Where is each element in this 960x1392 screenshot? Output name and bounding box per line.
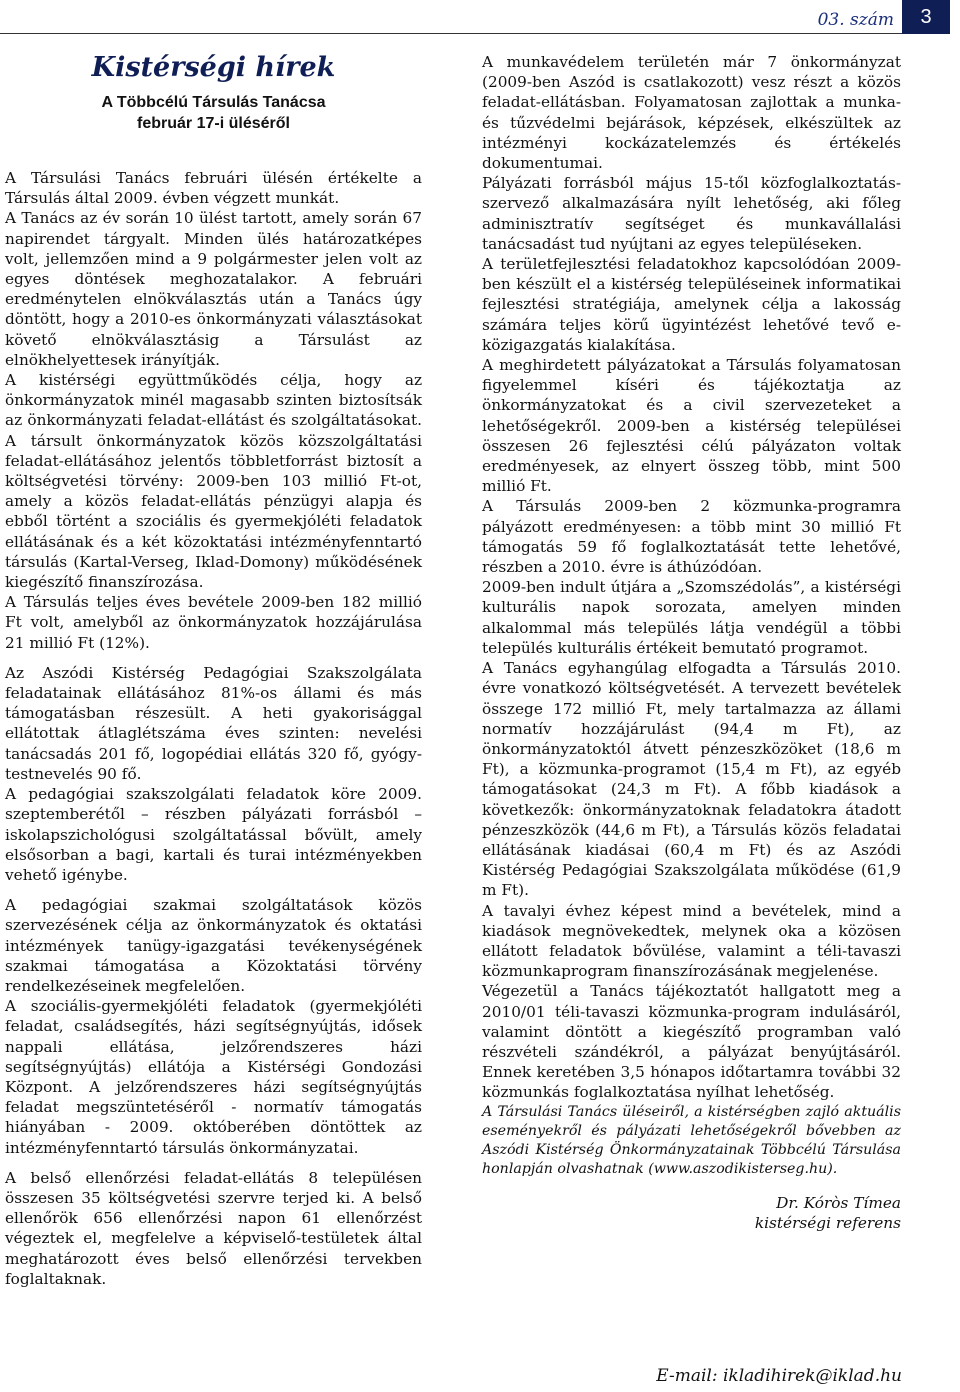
info-note: A Társulási Tanács üléseiről, a kistérségben zajló aktuális eseményekről és pályázati lehetőségekről bővebben az Aszódi Kistérség Önkormányzatainak Többcélú Társulása honlapján olvashatnak (www.aszodikisterseg.hu). <box>482 1103 901 1177</box>
paragraph: A meghirdetett pályázatokat a Társulás folyamatosan figyelemmel kíséri és tájékoztatja az önkormányzatokat és a civil szervezeteket a lehetőségekről. 2009-ben a kistérség települései összesen 26 fejlesztési célú pályázaton voltak eredményesek, az elnyert összeg több, mint 500 millió Ft. <box>482 356 901 496</box>
paragraph: A Társulás 2009-ben 2 közmunka-programra pályázott eredményesen: a több mint 30 millió Ft támogatás 59 fő foglalkoztatását tette lehetővé, részben a 2010. évre is áthúzódóan. <box>482 497 901 577</box>
page-header <box>0 8 960 34</box>
paragraph: A pedagógiai szakszolgálati feladatok köre 2009. szeptemberétől – részben pályázati forrásból – iskolapszichológusi szolgáltatással bővült, amely elsősorban a bagi, kartali és turai intézményekben vehető igénybe. <box>5 785 422 884</box>
right-column <box>482 52 901 1233</box>
left-column <box>5 52 422 1289</box>
header-rule <box>0 33 902 34</box>
page-number: 3 <box>902 0 950 34</box>
signature-title: kistérségi referens <box>754 1213 901 1232</box>
issue-number: 03. szám <box>817 10 894 30</box>
signature-name: Dr. Kóròs Tímea <box>776 1193 901 1212</box>
paragraph: A pedagógiai szakmai szolgáltatások közös szervezésének célja az önkormányzatok és oktatási intézmények tanügy-igazgatási tevékenységének szakmai támogatása a Közoktatási törvény rendelkezéseinek megfelelően. <box>5 896 422 995</box>
article-date-subheading: február 17-i üléséről <box>137 115 290 132</box>
paragraph: Végezetül a Tanács tájékoztatót hallgatott meg a 2010/01 téli-tavaszi közmunka-program indulásáról, valamint döntött a kiegészítő programban való részvételi szándékról, a pályázat benyújtásáról. Ennek keretében 3,5 hónapos időtartamra további 32 közmunkás foglalkoztatása nyílhat lehetőség. <box>482 982 901 1102</box>
article-subheading: A Többcélú Társulás Tanácsa <box>101 94 326 111</box>
paragraph: A belső ellenőrzési feladat-ellátás 8 településen összesen 35 költségvetési szervre terjed ki. A belső ellenőrök 656 ellenőrzési napon 61 ellenőrzést végeztek el, megfelelve a képviselő-testületek által meghatározott éves belső ellenőrzési tervekben foglaltaknak. <box>5 1168 422 1288</box>
paragraph: A Tanács az év során 10 ülést tartott, amely során 67 napirendet tárgyalt. Minden ülés határozatképes volt, jellemzően mind a 9 polgármester jelen volt az egyes döntések meghozatalakor. A februári eredménytelen elnökválasztás után a Tanács úgy döntött, hogy a 2010-es önkormányzati választásokat követő elnökválasztásig a Társulást az elnökhelyettesek irányítják. <box>5 209 422 369</box>
paragraph: A Társulási Tanács februári ülésén értékelte a Társulás által 2009. évben végzett munkát. <box>5 169 422 208</box>
paragraph: A területfejlesztési feladatokhoz kapcsolódóan 2009-ben készült el a kistérség településeinek informatikai fejlesztési stratégiája, amelynek célja a lakosság számára teljes körű ügyintézést lehetővé tevő e-közigazgatás kialakítása. <box>482 255 901 354</box>
footer-email: E-mail: ikladihirek@iklad.hu <box>656 1366 902 1386</box>
paragraph: Pályázati forrásból május 15-től közfoglalkoztatás-szervező alkalmazására nyílt lehetőség, aki főleg adminisztratív segítséget és munkavállalási tanácsadást tud nyújtani az egyes településeken. <box>482 174 901 253</box>
signature <box>482 1193 901 1233</box>
section-headline: Kistérségi hírek <box>91 52 336 83</box>
paragraph: A szociális-gyermekjóléti feladatok (gyermekjóléti feladat, családsegítés, házi segítségnyújtás, idősek nappali ellátása, jelzőrendszeres házi segítségnyújtás) ellátója a Kistérségi Gondozási Központ. A jelzőrendszeres házi segítségnyújtás feladat megszüntetéséről - normatív támogatás hiányában - 2009. októberében döntöttek az intézményfenntartó társulás önkormányzatai. <box>5 997 422 1157</box>
paragraph: A munkavédelem területén már 7 önkormányzat (2009-ben Aszód is csatlakozott) vesz részt a közös feladat-ellátásban. Folyamatosan zajlottak a munka- és tűzvédelmi bejárások, képzések, elkészültek az intézményi kockázatelemzés és értékelés dokumentumai. <box>482 53 901 173</box>
paragraph: A Társulás teljes éves bevétele 2009-ben 182 millió Ft volt, amelyből az önkormányzatok hozzájárulása 21 millió Ft (12%). <box>5 593 422 652</box>
paragraph: A Tanács egyhangúlag elfogadta a Társulás 2010. évre vonatkozó költségvetését. A tervezett bevételek összege 172 millió Ft, mely tartalmazza az állami normatív hozzájárulást (94,4 m Ft), az önkormányzatoktól átvett pénzeszközöket (18,6 m Ft), a közmunka-programot (15,4 m Ft), az egyéb támogatásokat (24,3 m Ft). A főbb kiadások a következők: önkormányzatoknak feladatokra átadott pénzeszközök (44,6 m Ft), a Társulás közös feladatai ellátásának kiadásai (60,4 m Ft) és az Aszódi Kistérség Pedagógiai Szakszolgálata működése (61,9 m Ft). <box>482 659 901 900</box>
paragraph: 2009-ben indult útjára a „Szomszédolás”, a kistérségi kulturális napok sorozata, amelyen minden alkalommal más település látja vendégül a többi település kulturális értékeit bemutató programot. <box>482 578 901 657</box>
paragraph: Az Aszódi Kistérség Pedagógiai Szakszolgálata feladatainak ellátásához 81%-os állami és más támogatásban részesült. A heti gyakorisággal ellátottak átlaglétszáma éves szinten: nevelési tanácsadás 201 fő, logopédiai ellátás 320 fő, gyógy-testnevelés 90 fő. <box>5 663 422 783</box>
paragraph: A tavalyi évhez képest mind a bevételek, mind a kiadások megnövekedtek, melynek oka a közösen ellátott feladatok bővülése, valamint a téli-tavaszi közmunkaprogram finanszírozásának megjelenése. <box>482 901 901 981</box>
paragraph: A kistérségi együttműködés célja, hogy az önkormányzatok minél magasabb szinten biztosítsák az önkormányzati feladat-ellátást és szolgáltatásokat. A társult önkormányzatok közös közszolgáltatási feladat-ellátásához jelentős többletforrást biztosít a költségvetési törvény: 2009-ben 103 millió Ft-ot, amely a közös feladat-ellátás pénzügyi alapja és ebből történt a szociális és gyermekjóléti feladatok ellátásának és a két közoktatási intézményfenntartó társulás (Kartal-Verseg, Iklad-Domony) működésének kiegészítő finanszírozása. <box>5 371 422 592</box>
